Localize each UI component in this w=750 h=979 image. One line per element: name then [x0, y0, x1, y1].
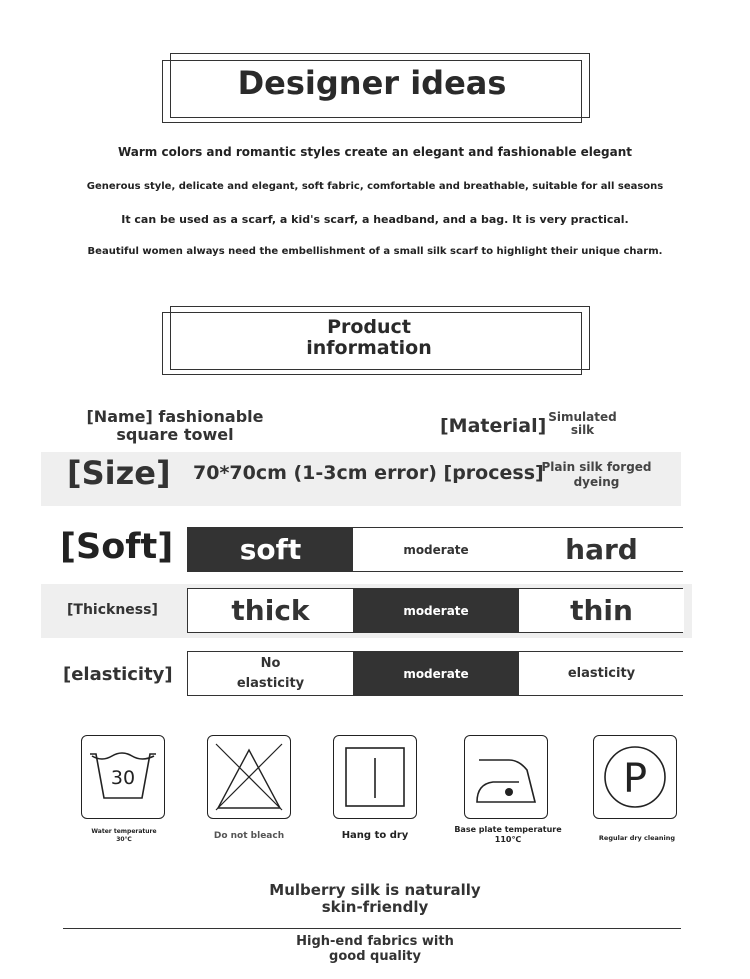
footer-divider	[63, 928, 681, 929]
designer-title: Designer ideas	[237, 64, 507, 102]
size-value: 70*70cm (1-3cm error) [process]	[193, 462, 544, 484]
wash-temperature-number: 30	[110, 767, 136, 789]
elasticity-scale	[187, 651, 683, 696]
elasticity-scale-left	[188, 652, 353, 695]
footer-line-1a: Mulberry silk is naturally	[269, 881, 481, 899]
soft-scale-right: hard	[519, 528, 684, 571]
elasticity-scale-middle: moderate	[353, 652, 519, 695]
product-title-line-1: Product	[327, 316, 411, 338]
wash-30-icon	[81, 735, 165, 819]
wash-label	[78, 828, 170, 844]
footer-line-2a: High-end fabrics with	[296, 934, 454, 949]
material-label: [Material]	[440, 415, 547, 437]
dry-clean-letter: P	[622, 756, 648, 802]
product-title-line-2: information	[306, 337, 432, 359]
do-not-bleach-icon	[207, 735, 291, 819]
size-label: [Size]	[67, 454, 171, 492]
hang-dry-icon	[333, 735, 417, 819]
thickness-scale-left: thick	[188, 589, 353, 632]
elasticity-scale-right: elasticity	[519, 652, 684, 695]
soft-label: [Soft]	[60, 527, 174, 567]
thickness-scale-middle: moderate	[353, 589, 519, 632]
footer-line-1	[240, 882, 510, 916]
thickness-label: [Thickness]	[67, 602, 158, 618]
name-label	[80, 408, 270, 444]
wash-label-line-2: 30℃	[116, 836, 132, 843]
iron-label	[448, 825, 568, 845]
elasticity-left-line-2: elasticity	[236, 675, 305, 691]
footer-line-1b: skin-friendly	[321, 898, 429, 916]
soft-scale-middle: moderate	[353, 528, 519, 571]
wash-label-line-1: Water temperature	[91, 828, 157, 835]
process-value-line-2: dyeing	[573, 475, 620, 489]
material-value-line-1: Simulated	[548, 410, 617, 424]
iron-icon	[464, 735, 548, 819]
dry-clean-icon	[593, 735, 677, 819]
thickness-scale	[187, 588, 683, 633]
iron-label-line-2: 110℃	[494, 835, 522, 844]
process-value-line-1: Plain silk forged	[541, 460, 652, 474]
process-value	[534, 460, 659, 490]
name-line-1: [Name] fashionable	[86, 407, 264, 426]
name-line-2: square towel	[116, 425, 234, 444]
soft-scale	[187, 527, 683, 572]
hang-dry-label: Hang to dry	[341, 830, 409, 841]
elasticity-label: [elasticity]	[63, 664, 173, 685]
footer-line-2b: good quality	[329, 949, 421, 964]
designer-line-2: Generous style, delicate and elegant, soft fabric, comfortable and breathable, suitable for all seasons	[86, 181, 664, 192]
designer-line-1: Warm colors and romantic styles create an elegant and fashionable elegant	[117, 145, 633, 159]
footer-line-2	[260, 934, 490, 964]
iron-label-line-1: Base plate temperature	[454, 825, 562, 834]
product-title	[162, 317, 576, 359]
material-value	[540, 411, 625, 437]
designer-line-3: It can be used as a scarf, a kid's scarf, a headband, and a bag. It is very practical.	[121, 213, 629, 226]
dry-clean-label: Regular dry cleaning	[598, 834, 676, 842]
soft-scale-left: soft	[188, 528, 353, 571]
designer-line-4: Beautiful women always need the embellishment of a small silk scarf to highlight their unique charm.	[87, 246, 663, 257]
elasticity-left-line-1: No	[260, 655, 281, 671]
material-value-line-2: silk	[570, 423, 595, 437]
thickness-scale-right: thin	[519, 589, 684, 632]
bleach-label: Do not bleach	[213, 831, 285, 841]
